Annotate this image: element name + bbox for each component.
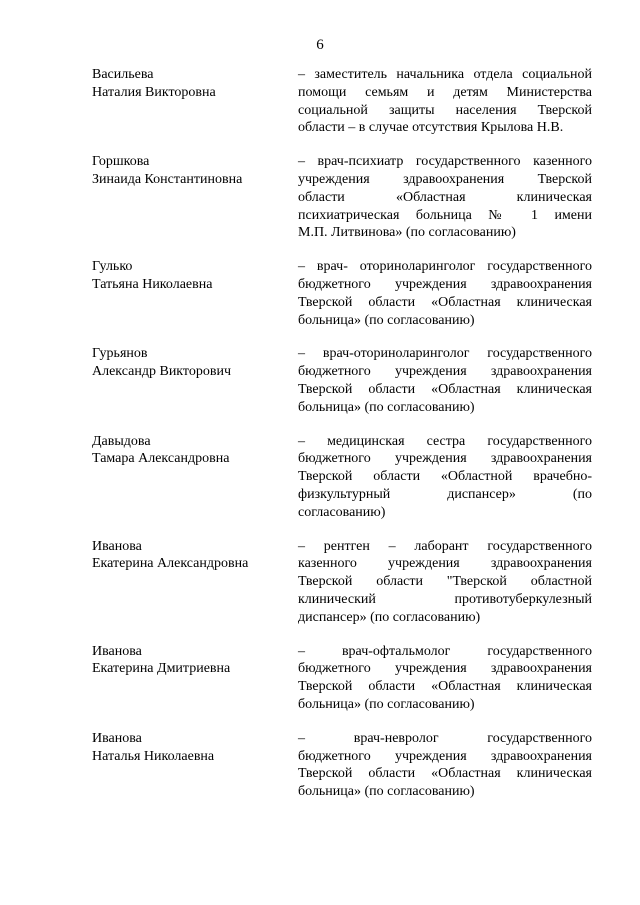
member-surname: Горшкова xyxy=(92,154,150,170)
member-surname: Иванова xyxy=(92,643,142,659)
role-line: – врач-оториноларинголог государственного xyxy=(298,346,592,362)
member-surname: Иванова xyxy=(92,538,142,554)
member-name xyxy=(92,538,298,627)
member-name xyxy=(92,643,298,714)
member-entry xyxy=(92,66,592,137)
member-role xyxy=(298,258,592,329)
role-line: больница» (по согласованию) xyxy=(298,399,475,415)
member-role xyxy=(298,730,592,801)
role-line: области «Областная клиническая xyxy=(298,189,592,205)
role-line: казенного учреждения здравоохранения xyxy=(298,556,592,572)
member-role xyxy=(298,433,592,522)
member-name xyxy=(92,730,298,801)
member-name xyxy=(92,66,298,137)
member-name xyxy=(92,258,298,329)
member-entry xyxy=(92,153,592,242)
role-line: диспансер» (по согласованию) xyxy=(298,609,481,625)
role-line: бюджетного учреждения здравоохранения xyxy=(298,451,592,467)
role-line: учреждения здравоохранения Тверской xyxy=(298,171,592,187)
role-line: больница» (по согласованию) xyxy=(298,696,475,712)
role-line: – рентген – лаборант государственного xyxy=(298,538,592,554)
role-line: – медицинская сестра государственного xyxy=(298,433,592,449)
member-given-name: Екатерина Александровна xyxy=(92,556,249,572)
member-given-name: Екатерина Дмитриевна xyxy=(92,661,231,677)
role-line: клинический противотуберкулезный xyxy=(298,591,592,607)
role-line: – врач-невролог государственного xyxy=(298,730,592,746)
role-line: больница» (по согласованию) xyxy=(298,784,475,800)
role-line: – врач-офтальмолог государственного xyxy=(298,643,592,659)
member-surname: Гурьянов xyxy=(92,346,148,362)
member-given-name: Наталья Николаевна xyxy=(92,748,215,764)
member-role xyxy=(298,643,592,714)
member-name xyxy=(92,433,298,522)
role-line: Тверской области «Областной врачебно- xyxy=(298,469,592,485)
role-line: согласованию) xyxy=(298,504,386,520)
role-line: – заместитель начальника отдела социальной xyxy=(298,67,592,82)
role-line: бюджетного учреждения здравоохранения xyxy=(298,748,592,764)
role-line: – врач-психиатр государственного казенного xyxy=(298,154,592,170)
page-number: 6 xyxy=(316,37,324,53)
member-entry xyxy=(92,433,592,522)
role-line: Тверской области «Областная клиническая xyxy=(298,381,592,397)
member-list xyxy=(92,66,592,801)
role-line: социальной защиты населения Тверской xyxy=(298,102,592,118)
member-given-name: Тамара Александровна xyxy=(92,451,230,467)
member-given-name: Александр Викторович xyxy=(92,364,232,380)
role-line: бюджетного учреждения здравоохранения xyxy=(298,364,592,380)
member-surname: Гулько xyxy=(92,259,133,275)
member-role xyxy=(298,153,592,242)
member-role xyxy=(298,345,592,416)
member-name xyxy=(92,345,298,416)
role-line: области – в случае отсутствия Крылова Н.В. xyxy=(298,120,564,136)
member-entry xyxy=(92,345,592,416)
member-role xyxy=(298,66,592,137)
role-line: больница» (по согласованию) xyxy=(298,312,475,328)
member-role xyxy=(298,538,592,627)
member-entry xyxy=(92,730,592,801)
member-surname: Иванова xyxy=(92,730,142,746)
role-line: Тверской области «Областная клиническая xyxy=(298,294,592,310)
member-given-name: Татьяна Николаевна xyxy=(92,276,213,292)
member-name xyxy=(92,153,298,242)
member-given-name: Наталия Викторовна xyxy=(92,84,216,100)
member-entry xyxy=(92,258,592,329)
member-entry xyxy=(92,643,592,714)
member-given-name: Зинаида Константиновна xyxy=(92,171,243,187)
member-surname: Васильева xyxy=(92,67,154,82)
member-entry xyxy=(92,538,592,627)
role-line: Тверской области «Областная клиническая xyxy=(298,679,592,695)
role-line: Тверской области "Тверской областной xyxy=(298,574,592,590)
role-line: помощи семьям и детям Министерства xyxy=(298,84,592,100)
role-line: бюджетного учреждения здравоохранения xyxy=(298,661,592,677)
role-line: бюджетного учреждения здравоохранения xyxy=(298,276,592,292)
role-line: – врач- оториноларинголог государственного xyxy=(298,259,592,275)
role-line: психиатрическая больница № 1 имени xyxy=(298,207,592,223)
member-surname: Давыдова xyxy=(92,433,151,449)
role-line: М.П. Литвинова» (по согласованию) xyxy=(298,225,516,241)
role-line: Тверской области «Областная клиническая xyxy=(298,766,592,782)
role-line: физкультурный диспансер» (по xyxy=(298,486,592,502)
